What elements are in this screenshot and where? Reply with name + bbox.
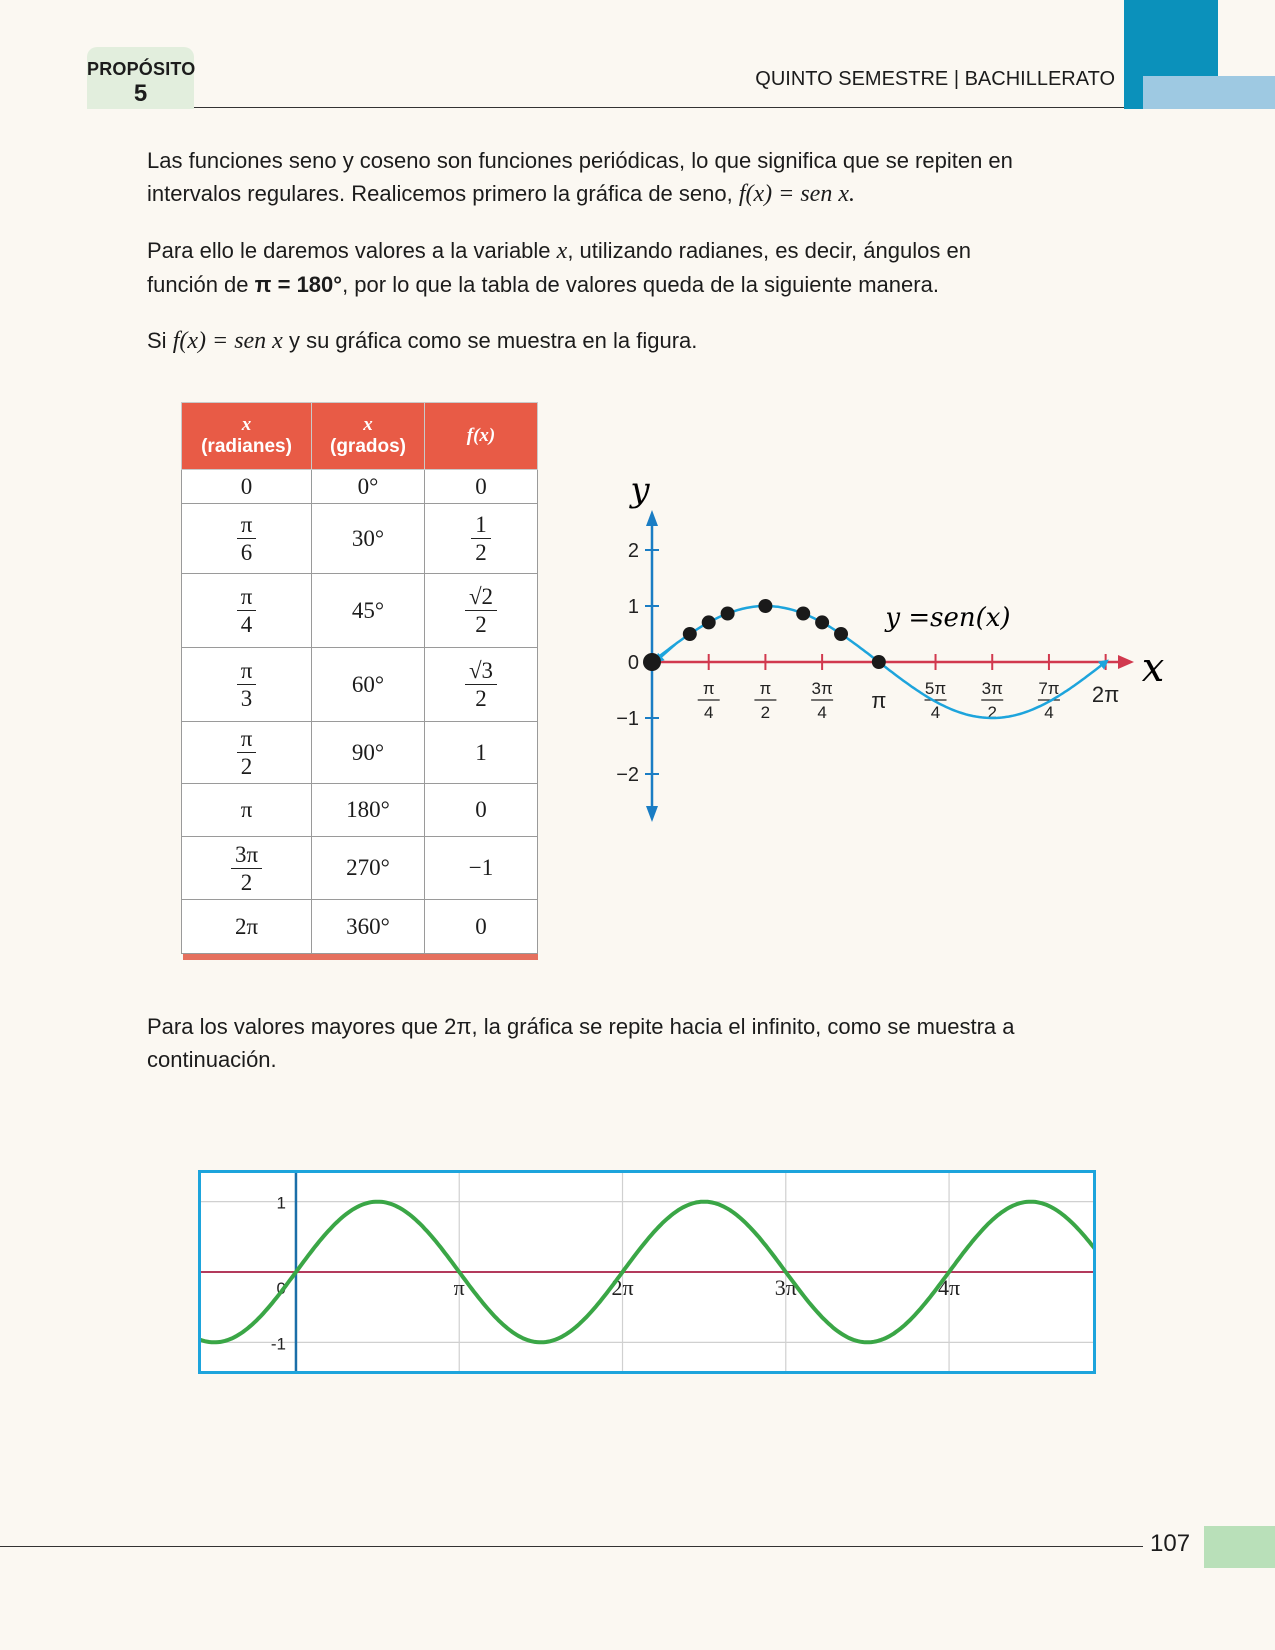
curve-label: y =sen(x) xyxy=(885,603,1011,633)
formula: f(x) = sen x. xyxy=(738,181,855,207)
badge-number: 5 xyxy=(133,80,148,107)
y-axis-label: y xyxy=(630,470,650,510)
data-point xyxy=(872,655,886,669)
table-row: 2π 360° 0 xyxy=(182,900,538,954)
footer-rule xyxy=(0,1546,1143,1547)
sine-curve-start-arrow xyxy=(658,644,675,659)
x-tick-label: 3π xyxy=(774,1275,797,1300)
y-axis-down-arrow-icon xyxy=(646,806,658,822)
x-axis-label: x xyxy=(1141,645,1165,691)
x-tick-denominator: 4 xyxy=(1044,703,1054,722)
x-tick-numerator: 7π xyxy=(1038,679,1060,698)
y-tick-label: 0 xyxy=(276,1279,286,1298)
x-axis-arrow-icon xyxy=(1118,655,1134,669)
formula: f(x) = sen x xyxy=(172,328,283,354)
data-point xyxy=(758,599,772,613)
data-point xyxy=(834,627,848,641)
y-tick-label: 1 xyxy=(627,596,639,618)
table-row: π 180° 0 xyxy=(182,784,538,837)
table-row: $\frac{\pi}{4}$ 45° $\frac{√2}{2}$ xyxy=(182,574,538,648)
header-fx: f(x) xyxy=(425,403,538,470)
paragraph-intro: Las funciones seno y coseno son funciones periódicas, lo que significa que se repiten en intervalos regulares. Realicemos primero la gráfica de seno, f(x) = sen x. xyxy=(147,148,1013,207)
y-tick-label: 1 xyxy=(276,1193,286,1213)
x-tick-numerator: 5π xyxy=(924,679,947,698)
x-tick-numerator: π xyxy=(702,679,715,698)
table-row: $\frac{3\pi}{2}$ 270° −1 xyxy=(182,837,538,900)
data-point xyxy=(643,653,661,671)
y-tick-label: 2 xyxy=(627,540,639,562)
data-point xyxy=(721,607,735,621)
table-header-row xyxy=(182,403,538,470)
footer-decoration xyxy=(1204,1526,1275,1568)
data-point xyxy=(702,615,716,629)
x-tick-numerator: π xyxy=(759,679,772,698)
paragraph-periodic: Para los valores mayores que 2π, la gráfica se repite hacia el infinito, como se muestra a continuación. xyxy=(147,1014,1015,1072)
page-number: 107 xyxy=(1150,1530,1191,1557)
x-tick-denominator: 2 xyxy=(987,703,997,722)
y-tick-label: 0 xyxy=(627,652,639,674)
x-tick-label: 4π xyxy=(937,1275,961,1300)
x-tick-numerator: 3π xyxy=(981,679,1003,698)
header-radians: x (radianes) xyxy=(182,403,312,470)
x-tick-denominator: 4 xyxy=(703,703,714,722)
x-tick-label: 2π xyxy=(611,1275,634,1300)
table-row: $\frac{\pi}{6}$ 30° $\frac{1}{2}$ xyxy=(182,504,538,574)
sine-graph-layer xyxy=(616,510,1134,822)
periodic-sine-layer xyxy=(198,1170,1096,1374)
periodic-sine-chart xyxy=(198,1170,1096,1374)
paragraph-graph-ref: Si f(x) = sen x y su gráfica como se muestra en la figura. xyxy=(147,328,698,354)
values-table xyxy=(181,402,538,954)
running-title: QUINTO SEMESTRE | BACHILLERATO xyxy=(755,68,1115,90)
x-tick-label: π xyxy=(871,688,887,713)
x-tick-denominator: 4 xyxy=(817,703,827,722)
purpose-badge xyxy=(87,47,194,109)
badge-title: PROPÓSITO xyxy=(87,59,196,79)
table-row: $\frac{\pi}{3}$ 60° $\frac{√3}{2}$ xyxy=(182,648,538,722)
data-point xyxy=(796,607,810,621)
x-tick-label: 2π xyxy=(1091,682,1120,707)
sine-curve xyxy=(657,606,1105,718)
data-point xyxy=(683,627,697,641)
header-degrees: x (grados) xyxy=(312,403,425,470)
y-tick-label: -1 xyxy=(270,1334,286,1354)
header-rule xyxy=(194,107,1124,108)
y-tick-label: −2 xyxy=(616,764,639,786)
paragraph-radians: Para ello le daremos valores a la variable x, utilizando radianes, es decir, ángulos en función de π = 180°, por lo que la tabla de valores queda de la siguiente manera. xyxy=(147,238,971,297)
table-row: 0 0° 0 xyxy=(182,470,538,504)
x-tick-label: π xyxy=(453,1275,465,1300)
x-tick-denominator: 2 xyxy=(760,703,771,722)
y-tick-label: −1 xyxy=(616,708,639,730)
x-tick-denominator: 4 xyxy=(930,703,941,722)
x-tick-numerator: 3π xyxy=(811,679,833,698)
table-row: $\frac{\pi}{2}$ 90° 1 xyxy=(182,722,538,784)
corner-decoration-light xyxy=(1143,76,1275,109)
y-axis-up-arrow-icon xyxy=(646,510,658,526)
data-point xyxy=(815,615,829,629)
